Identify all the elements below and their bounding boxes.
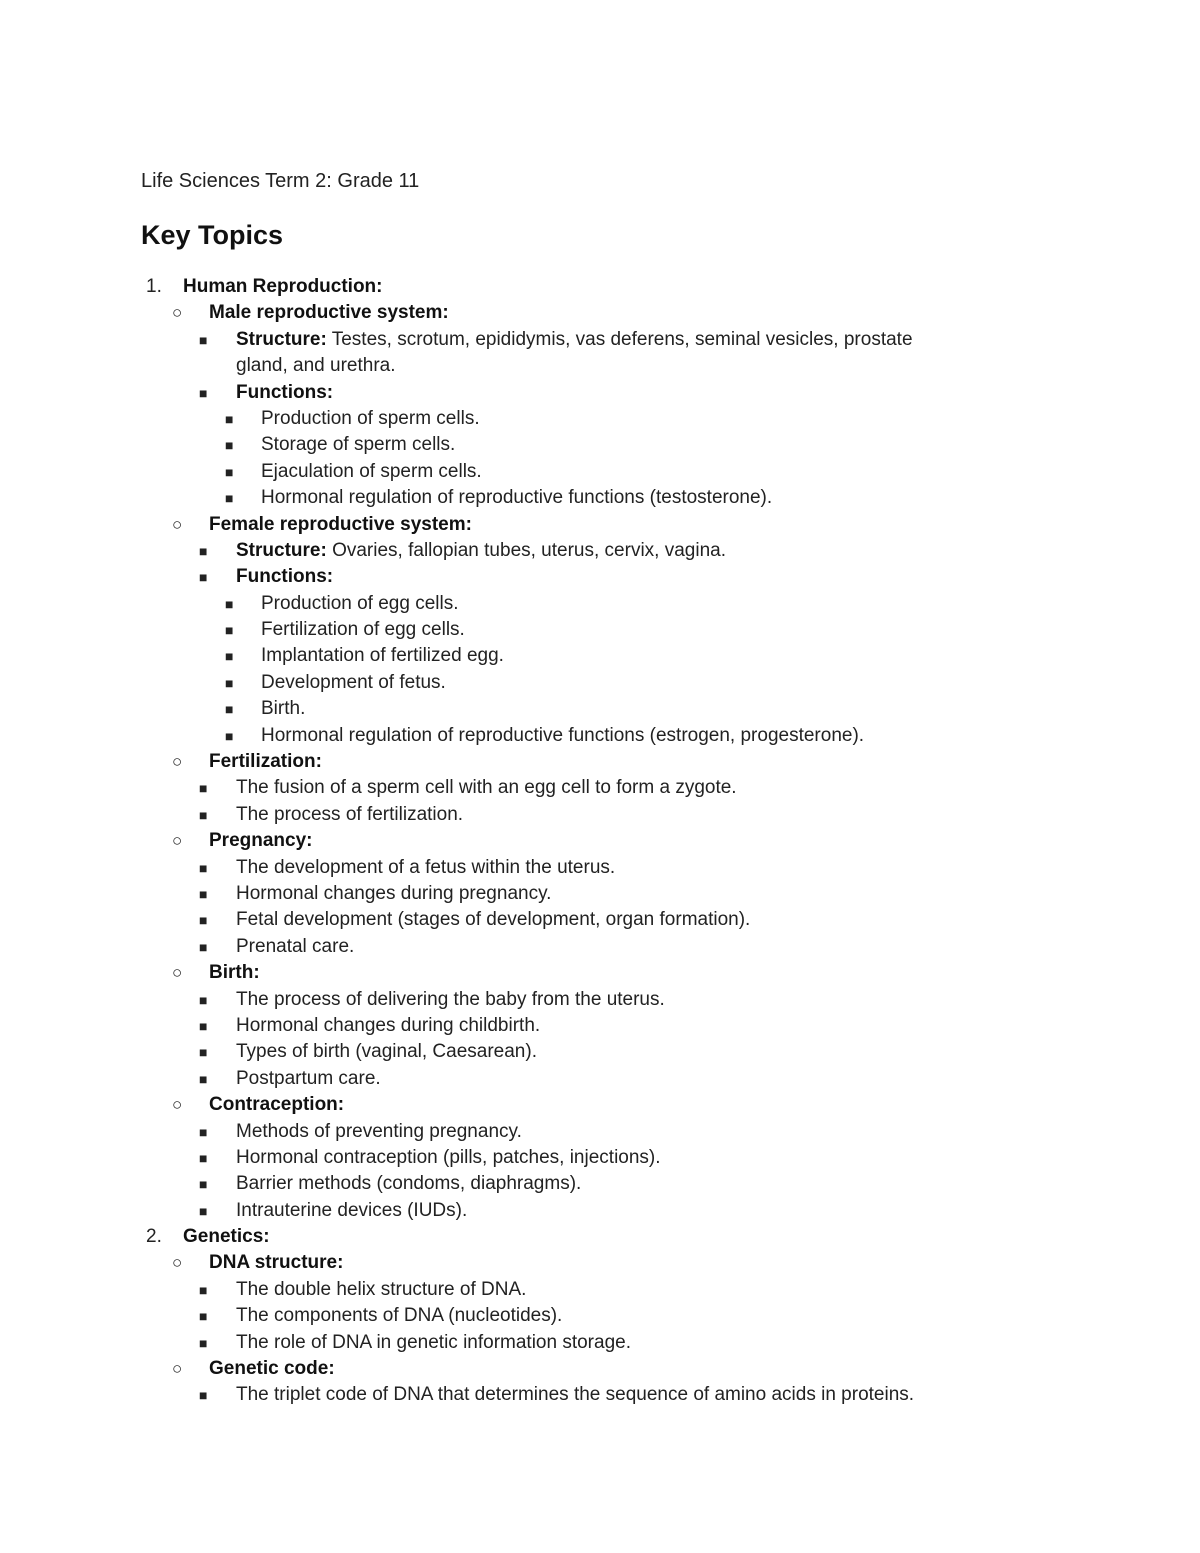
item-text: The process of fertilization. bbox=[236, 803, 464, 825]
item-text: The triplet code of DNA that determines the sequence of amino acids in proteins. bbox=[236, 1384, 915, 1406]
square-bullet-icon: ■ bbox=[199, 885, 208, 902]
list-number: 1. bbox=[146, 276, 162, 297]
square-bullet-icon: ■ bbox=[225, 674, 234, 691]
list-item bbox=[0, 723, 1200, 749]
list-item bbox=[0, 485, 1200, 511]
item-text: The components of DNA (nucleotides). bbox=[236, 1305, 563, 1327]
item-text: Postpartum care. bbox=[236, 1067, 381, 1089]
list-item bbox=[0, 696, 1200, 722]
hollow-circle-bullet-icon: ○ bbox=[172, 514, 183, 534]
functions-label: Functions: bbox=[236, 381, 334, 403]
square-bullet-icon: ■ bbox=[225, 622, 234, 639]
square-bullet-icon: ■ bbox=[199, 1123, 208, 1140]
subsection-title: Male reproductive system: bbox=[209, 302, 449, 324]
item-text: Intrauterine devices (IUDs). bbox=[236, 1199, 468, 1221]
square-bullet-icon: ■ bbox=[199, 1202, 208, 1219]
list-item bbox=[0, 1330, 1200, 1356]
square-bullet-icon: ■ bbox=[199, 1044, 208, 1061]
item-text: Barrier methods (condoms, diaphragms). bbox=[236, 1173, 582, 1195]
section-heading: Key Topics bbox=[141, 220, 284, 250]
list-item bbox=[0, 1119, 1200, 1145]
list-item bbox=[0, 1013, 1200, 1039]
function-text: Ejaculation of sperm cells. bbox=[261, 460, 482, 482]
subsection-title: Female reproductive system: bbox=[209, 513, 472, 535]
subsection-item bbox=[0, 960, 1200, 986]
list-item bbox=[0, 1145, 1200, 1171]
function-text: Production of egg cells. bbox=[261, 592, 459, 614]
list-item-continuation bbox=[0, 353, 1200, 379]
item-text: Hormonal changes during childbirth. bbox=[236, 1014, 541, 1036]
hollow-circle-bullet-icon: ○ bbox=[172, 831, 183, 851]
square-bullet-icon: ■ bbox=[225, 437, 234, 454]
list-item bbox=[0, 643, 1200, 669]
square-bullet-icon: ■ bbox=[199, 806, 208, 823]
list-item bbox=[0, 907, 1200, 933]
list-item bbox=[0, 327, 1200, 353]
list-item bbox=[0, 1382, 1200, 1408]
list-item bbox=[0, 987, 1200, 1013]
function-text: Fertilization of egg cells. bbox=[261, 619, 465, 641]
item-text: Hormonal changes during pregnancy. bbox=[236, 882, 552, 904]
list-item bbox=[0, 1277, 1200, 1303]
list-item bbox=[0, 380, 1200, 406]
list-item bbox=[0, 564, 1200, 590]
square-bullet-icon: ■ bbox=[199, 569, 208, 586]
list-item bbox=[0, 1198, 1200, 1224]
structure-text-continuation: gland, and urethra. bbox=[236, 355, 396, 377]
hollow-circle-bullet-icon: ○ bbox=[172, 963, 183, 983]
subsection-title: Birth: bbox=[209, 962, 260, 984]
subsection-item bbox=[0, 828, 1200, 854]
structure-text: Ovaries, fallopian tubes, uterus, cervix, vagina. bbox=[326, 539, 726, 561]
item-text: Types of birth (vaginal, Caesarean). bbox=[236, 1041, 537, 1063]
subsection-item bbox=[0, 300, 1200, 326]
subsection-item bbox=[0, 1250, 1200, 1276]
square-bullet-icon: ■ bbox=[199, 1176, 208, 1193]
list-item bbox=[0, 406, 1200, 432]
item-text: The development of a fetus within the uterus. bbox=[236, 856, 616, 878]
item-text: The process of delivering the baby from the uterus. bbox=[236, 988, 665, 1010]
function-text: Hormonal regulation of reproductive functions (testosterone). bbox=[261, 487, 773, 509]
hollow-circle-bullet-icon: ○ bbox=[172, 752, 183, 772]
list-item bbox=[0, 591, 1200, 617]
square-bullet-icon: ■ bbox=[199, 1387, 208, 1404]
square-bullet-icon: ■ bbox=[199, 542, 208, 559]
subsection-item bbox=[0, 512, 1200, 538]
section-item bbox=[0, 1224, 1200, 1250]
list-number: 2. bbox=[146, 1226, 162, 1248]
square-bullet-icon: ■ bbox=[199, 384, 208, 401]
square-bullet-icon: ■ bbox=[199, 1334, 208, 1351]
square-bullet-icon: ■ bbox=[199, 780, 208, 797]
list-item bbox=[0, 1066, 1200, 1092]
subsection-title: DNA structure: bbox=[209, 1252, 344, 1274]
list-item bbox=[0, 934, 1200, 960]
list-item bbox=[0, 617, 1200, 643]
subsection-item bbox=[0, 1356, 1200, 1382]
square-bullet-icon: ■ bbox=[225, 410, 234, 427]
function-text: Storage of sperm cells. bbox=[261, 434, 456, 456]
item-text: Fetal development (stages of development, organ formation). bbox=[236, 909, 751, 931]
topics-outline bbox=[0, 274, 1200, 1409]
list-item bbox=[0, 1039, 1200, 1065]
subsection-item bbox=[0, 749, 1200, 775]
list-item bbox=[0, 775, 1200, 801]
hollow-circle-bullet-icon: ○ bbox=[172, 1095, 183, 1115]
functions-label: Functions: bbox=[236, 566, 334, 588]
square-bullet-icon: ■ bbox=[199, 1070, 208, 1087]
item-text: Methods of preventing pregnancy. bbox=[236, 1120, 522, 1142]
subsection-title: Contraception: bbox=[209, 1094, 345, 1116]
item-text: Hormonal contraception (pills, patches, injections). bbox=[236, 1146, 661, 1168]
square-bullet-icon: ■ bbox=[225, 463, 234, 480]
square-bullet-icon: ■ bbox=[225, 727, 234, 744]
square-bullet-icon: ■ bbox=[199, 991, 208, 1008]
list-item bbox=[0, 459, 1200, 485]
hollow-circle-bullet-icon: ○ bbox=[172, 1253, 183, 1273]
function-text: Development of fetus. bbox=[261, 671, 446, 693]
function-text: Hormonal regulation of reproductive functions (estrogen, progesterone). bbox=[261, 724, 865, 746]
square-bullet-icon: ■ bbox=[225, 648, 234, 665]
list-item bbox=[0, 670, 1200, 696]
square-bullet-icon: ■ bbox=[199, 1308, 208, 1325]
function-text: Birth. bbox=[261, 698, 306, 720]
item-text: The fusion of a sperm cell with an egg cell to form a zygote. bbox=[236, 777, 737, 799]
square-bullet-icon: ■ bbox=[199, 1017, 208, 1034]
item-text: The role of DNA in genetic information storage. bbox=[236, 1331, 631, 1353]
subsection-item bbox=[0, 1092, 1200, 1118]
function-text: Production of sperm cells. bbox=[261, 407, 480, 429]
square-bullet-icon: ■ bbox=[199, 1281, 208, 1298]
structure-label: Structure: bbox=[236, 328, 327, 350]
hollow-circle-bullet-icon: ○ bbox=[172, 1359, 183, 1379]
list-item bbox=[0, 1303, 1200, 1329]
square-bullet-icon: ■ bbox=[225, 595, 234, 612]
list-item bbox=[0, 538, 1200, 564]
list-item bbox=[0, 1171, 1200, 1197]
square-bullet-icon: ■ bbox=[199, 1149, 208, 1166]
square-bullet-icon: ■ bbox=[199, 912, 208, 929]
list-item bbox=[0, 855, 1200, 881]
list-item bbox=[0, 432, 1200, 458]
square-bullet-icon: ■ bbox=[199, 938, 208, 955]
structure-text: Testes, scrotum, epididymis, vas deferens, seminal vesicles, prostate bbox=[326, 328, 913, 350]
item-text: Prenatal care. bbox=[236, 935, 355, 957]
function-text: Implantation of fertilized egg. bbox=[261, 645, 504, 667]
subsection-title: Fertilization: bbox=[209, 751, 322, 773]
document-title: Life Sciences Term 2: Grade 11 bbox=[141, 170, 420, 192]
list-item bbox=[0, 881, 1200, 907]
square-bullet-icon: ■ bbox=[199, 331, 208, 348]
subsection-title: Genetic code: bbox=[209, 1358, 335, 1380]
structure-label: Structure: bbox=[236, 539, 327, 561]
section-title: Human Reproduction: bbox=[183, 276, 383, 297]
section-title: Genetics: bbox=[183, 1226, 270, 1248]
square-bullet-icon: ■ bbox=[225, 701, 234, 718]
section-item bbox=[0, 274, 1200, 300]
subsection-title: Pregnancy: bbox=[209, 830, 313, 852]
list-item bbox=[0, 802, 1200, 828]
item-text: The double helix structure of DNA. bbox=[236, 1278, 527, 1300]
hollow-circle-bullet-icon: ○ bbox=[172, 303, 183, 323]
square-bullet-icon: ■ bbox=[199, 859, 208, 876]
square-bullet-icon: ■ bbox=[225, 490, 234, 507]
